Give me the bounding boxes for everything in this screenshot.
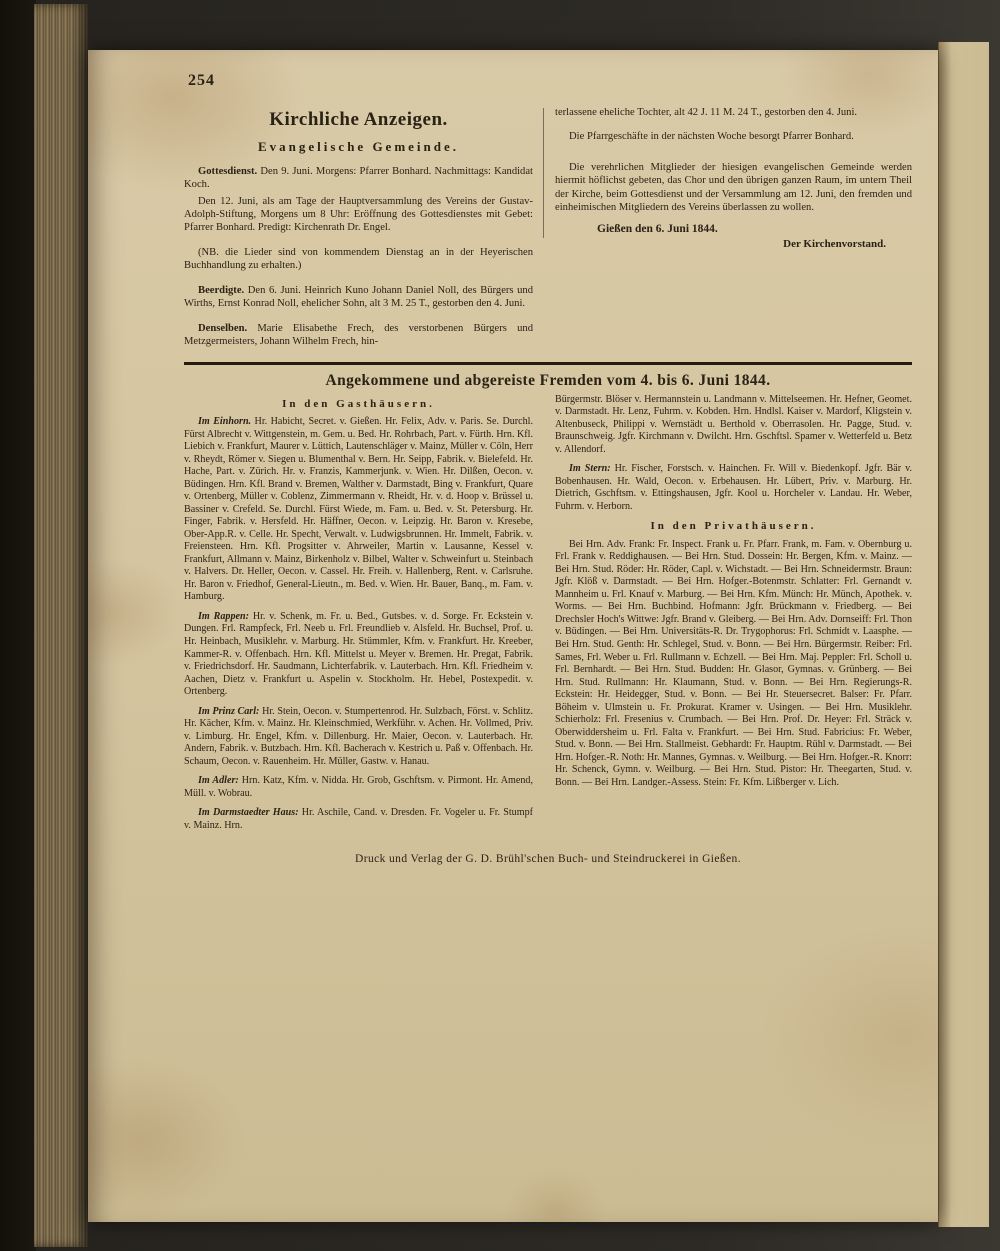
paragraph-lead: Gottesdienst. bbox=[198, 165, 258, 177]
book-spine bbox=[0, 0, 36, 1251]
dateline: Gießen den 6. Juni 1844. bbox=[597, 222, 718, 235]
inns-heading: In den Gasthäusern. bbox=[282, 397, 435, 410]
page-content bbox=[184, 106, 912, 865]
entry-rappen bbox=[184, 611, 533, 699]
travelers-right-column bbox=[555, 394, 912, 840]
imprint-line: Druck und Verlag der G. D. Brühl'schen Buch- und Steindruckerei in Gießen. bbox=[355, 853, 741, 866]
paragraph-beerdigte bbox=[184, 284, 533, 311]
paragraph-lead: Denselben. bbox=[198, 322, 248, 334]
entry-adler bbox=[184, 775, 533, 800]
signature-kirchenvorstand: Der Kirchenvorstand. bbox=[783, 238, 886, 251]
stacked-page-edges bbox=[34, 4, 88, 1247]
entry-einhorn bbox=[184, 416, 533, 604]
church-left-column bbox=[184, 106, 533, 352]
entry-text: Hr. Aschile, Cand. v. Dresden. Fr. Vogeler u. Fr. Stumpf v. Mainz. Hrn. bbox=[184, 807, 533, 831]
entry-text: Bürgermstr. Blöser v. Hermannstein u. Landmann v. Mittelseemen. Hr. Hefner, Geomet. v. Darmstadt. Hr. Lenz, Fuhrm. v. Kobden. Hrn. Hndlsl. Kaiser v. Mardorf, Kligstein v. Altenbuseck, Philippi v. Wernstädt u. Berthold v. Oberrasolen. Hr. Pagge, Stud. v. Braunschweig. Jgfr. Kirchmann v. Dwilcht. Hrn. Gschftsl. Spamer v. Wetterfeld u. Betz v. Allendorf. bbox=[555, 393, 912, 455]
entry-text: Bei Hrn. Adv. Frank: Fr. Inspect. Frank u. Fr. Pfarr. Frank, m. Fam. v. Obernburg u. Frl. Frank v. Reddighausen. — Bei Hrn. Stud. Dossein: Hr. Bergen, Kfm. v. Mainz. — Bei Hrn. Stud. Röder: Hr. Röder, Capl. v. Wichstadt. — Bei Hrn. Schneidermstr. Braun: Jgfr. Klöß v. Darmstadt. — Bei Hrn. Hofger.-Botenmstr. Schlatter: Frl. Gernandt v. Mannheim u. Frl. Knauf v. Marburg. — Bei Hrn. Kfm. Münch: Hr. Münch, Apothek. v. Worms. — Bei Hrn. Buchbind. Hofmann: Jgfr. Brückmann v. Friedberg. — Bei Drechsler Hoch's Wittwe: Jgfr. Brand v. Gleiberg. — Bei Hrn. Adv. Dornseiff: Frl. Thon v. Büdingen. — Bei Hrn. Universitäts-R. Dr. Trygophorus: Frl. Schmidt v. Laasphe. — Bei Hrn. Stud. Genth: Hr. Schlegel, Stud. v. Bonn. — Bei Hrn. Bürgermstr. Reiber: Frl. Sames, Frl. Weber u. Frl. Rullmann v. Echzell. — Bei Hrn. Maj. Peppler: Frl. Scholl u. Frl. Bernhardt. — Bei Hrn. Stud. Budden: Hr. Glasor, Gymnas. v. Grünberg. — Bei Hrn. Stud. Rullmann: Hr. Klaumann, Stud. v. Bonn. — Bei Hrn. Regierungs-R. Eckstein: Hr. Heidegger, Stud. v. Bonn. — Bei Hr. Steuersecret. Balser: Fr. Pfarr. Böheim v. Ulmstein u. Fr. Prokurat. Kramer v. Usingen. — Bei Hrn. Musiklehr. Schierholz: Frl. Fresenius v. Crumbach. — Bei Hrn. Prof. Dr. Heyer: Frl. Sträck v. Oberwiddersheim u. Frl. Falta v. Frankfurt. — Bei Hrn. Stud. Fabricius: Fr. Weber, Stud. v. Bonn. — Bei Hrn. Stallmeist. Gebhardt: Fr. Hauptm. Rühl v. Darmstadt. — Bei Hrn. Hofger.-R. Noth: Hr. Mannes, Gymnas. v. Weilburg. — Bei Hrn. Hofger.-R. Knorr: Hr. Schenck, Gymn. v. Weilburg. — Bei Hrn. Stud. Pistor: Hr. Theegarten, Stud. v. Bonn. — Bei Hrn. Landger.-Assess. Stein: Fr. Kfm. Lißberger v. Lich. bbox=[555, 538, 912, 788]
page-number: 254 bbox=[188, 72, 215, 89]
paragraph-gottesdienst bbox=[184, 165, 533, 192]
next-page-edge bbox=[938, 42, 989, 1227]
paragraph-hauptversammlung bbox=[184, 195, 533, 235]
private-houses-heading: In den Privathäusern. bbox=[650, 520, 817, 533]
inn-name: Im Stern: bbox=[569, 463, 611, 475]
paragraph-pfarrgeschaefte bbox=[555, 130, 912, 143]
entry-text: Hr. Fischer, Forstsch. v. Hainchen. Fr. Will v. Biedenkopf. Jgfr. Bär v. Bobenhausen. Hr. Wald, Oecon. v. Erbehausen. Hr. Lübert, Priv. v. Marburg. Hr. Dietrich, Gschftsm. v. Ettingshausen, Jgfr. Kool u. Horcheler v. Landau. Hr. Weber, Fuhrm. v. Herborn. bbox=[555, 463, 912, 512]
entry-text: Hr. Stein, Oecon. v. Stumpertenrod. Hr. Sulzbach, Först. v. Schlitz. Hr. Kächer, Kfm. v. Mainz. Hr. Kleinschmied, Werkführ. v. Achen. Hr. Vollmed, Priv. v. Limburg. Hr. Engel, Kfm. v. Dillenburg. Hr. Maier, Oecon. v. Lauterbach. Hr. Andern, Fabrik. v. Butzbach. Hrn. Kfl. Bacherach v. Kestrich u. Paß v. Offenbach. Hr. Schaum, Oecon. v. Rauenheim. Hr. Müller, Gastw. v. Hanau. bbox=[184, 705, 533, 767]
paragraph-text: Die verehrlichen Mitglieder der hiesigen evangelischen Gemeinde werden hiermit höflichst gebeten, das Chor und den übrigen ganzen Raum, im untern Theil der Kirche, beim Gottesdienst und der Versammlung am 12. Juni, den fremden und einheimischen Mitgliedern des Vereins überlassen zu wollen. bbox=[555, 161, 912, 214]
church-right-column bbox=[555, 106, 912, 352]
paragraph-denselben bbox=[184, 322, 533, 349]
paragraph-text: terlassene eheliche Tochter, alt 42 J. 11 M. 24 T., gestorben den 4. Juni. bbox=[555, 107, 858, 118]
paragraph-text: (NB. die Lieder sind von kommendem Dienstag an in der Heyerischen Buchhandlung zu erhalten.) bbox=[184, 246, 533, 272]
entry-stern bbox=[555, 463, 912, 513]
paragraph-nb-note bbox=[184, 246, 533, 273]
section-divider-rule bbox=[184, 362, 912, 365]
entry-darmstaedter-haus bbox=[184, 807, 533, 832]
inn-name: Im Prinz Carl: bbox=[198, 705, 260, 717]
inn-name: Im Darmstaedter Haus: bbox=[198, 807, 299, 819]
paragraph-text: Den 9. Juni. Morgens: Pfarrer Bonhard. Nachmittags: Kandidat Koch. bbox=[184, 165, 533, 191]
entry-text: Hr. Habicht, Secret. v. Gießen. Hr. Felix, Adv. v. Paris. Se. Durchl. Fürst Albrecht v. Wittgenstein, m. Gem. u. Bed. Hr. Rohrbach, Part. v. Fürth. Hrn. Kfl. Liebich v. Frankfurt, Maurer v. Lüttich, Lautenschläger v. Mainz, Müller v. Cöln, Herr v. Rheydt, Römer v. Siegen u. Blumenthal v. Bern. Hr. Seipp, Fabrik. v. Bielefeld. Hr. Hache, Part. v. Zürich. Hr. v. Franzis, Kammerjunk. v. Wien. Hr. Dilßen, Oecon. v. Büdingen. Hrn. Kfl. Brand v. Bremen, Walther v. Darmstadt, Bing v. Frankfurt, Quare v. Ortenberg, Müller v. Coblenz, Zimmermann v. Rheidt, Hr. v. d. Hoop v. Brüssel u. Bassiner v. Crefeld. Se. Durchl. Fürst Wiede, m. Fam. u. Bed. v. St. Petersburg. Hr. Finger, Fabrik. v. Hersfeld. Hr. Häffner, Oecon. v. Leipzig. Hr. Baron v. Kresebe, Ober-App.R. v. Celle. Hr. Specht, Verwalt. v. Ludwigsbrunnen. Hr. Immelt, Fabrik. v. Freiensteen. Hrn. Kfl. Progsitter v. Ahrweiler, Martin v. Lausanne, Kessel v. Frankfurt, Allmann v. Mainz, Birkenholz v. Bilbel, Walter v. Schweinfurt u. Steinbach v. Halvers. Dr. Heller, Oecon. v. Cassel. Hr. Freih. v. Hallenberg, Rent. v. Carlsruhe. Hr. Baron v. Friedhof, General-Lieutn., m. Bed. v. Wien. Hr. Bauer, Banq., m. Fam. v. Hamburg. bbox=[184, 416, 534, 603]
inn-name: Im Einhorn. bbox=[198, 416, 252, 428]
paragraph-lead: Beerdigte. bbox=[198, 284, 245, 296]
travelers-section bbox=[184, 394, 912, 840]
entry-private-houses bbox=[555, 539, 912, 789]
entry-prinz-carl bbox=[184, 706, 533, 769]
paragraph-continuation bbox=[555, 106, 912, 119]
entry-text: Hrn. Katz, Kfm. v. Nidda. Hr. Grob, Gschftsm. v. Pirmont. Hr. Amend, Müll. v. Wobrau. bbox=[184, 775, 533, 799]
column-divider-rule bbox=[543, 108, 544, 238]
paragraph-text: Marie Elisabethe Frech, des verstorbenen Bürgers und Metzgermeisters, Johann Wilhelm Frech, hin- bbox=[184, 322, 533, 348]
paragraph-text: Die Pfarrgeschäfte in der nächsten Woche besorgt Pfarrer Bonhard. bbox=[569, 131, 854, 143]
inn-name: Im Rappen: bbox=[198, 610, 249, 622]
newspaper-page bbox=[88, 50, 938, 1222]
church-section-title: Kirchliche Anzeigen. bbox=[269, 109, 448, 130]
travelers-section-title: Angekommene und abgereiste Fremden vom 4. bis 6. Juni 1844. bbox=[325, 371, 771, 389]
paragraph-text: Den 6. Juni. Heinrich Kuno Johann Daniel Noll, des Bürgers und Wirths, Ernst Konrad Noll, ehelicher Sohn, alt 3 M. 25 T., gestorben den 4. Juni. bbox=[184, 284, 533, 310]
church-section bbox=[184, 106, 912, 352]
entry-continuation bbox=[555, 394, 912, 457]
paragraph-mitglieder bbox=[555, 161, 912, 215]
church-section-subtitle: Evangelische Gemeinde. bbox=[257, 139, 460, 155]
inn-name: Im Adler: bbox=[198, 775, 239, 787]
paragraph-text: Den 12. Juni, als am Tage der Hauptversammlung des Vereins der Gustav-Adolph-Stiftung, Morgens um 8 Uhr: Eröffnung des Gottesdienstes mit Gebet: Pfarrer Bonhard. Predigt: Kirchenrath Dr. Engel. bbox=[184, 195, 533, 234]
travelers-left-column bbox=[184, 394, 533, 840]
entry-text: Hr. v. Schenk, m. Fr. u. Bed., Gutsbes. v. d. Sorge. Fr. Eckstein v. Dungen. Frl. Rampfeck, Frl. Neeb u. Frl. Freundlieb v. Alsfeld. Hr. Buchsel, Prof. u. Hr. Heinbach, Musiklehr. v. Marburg. Hr. Stümmler, Kfm. v. Frankfurt. Hr. Kreeber, Kammer-R. v. Offenbach. Hrn. Kfl. Mittelst u. Meyer v. Bremen. Hr. Pregat, Fabrik. v. Friedrichsdorf. Hr. Saudmann, Lichterfabrik. v. Lauterbach. Hrn. Kfl. Friedheim v. Aachen, Dietz v. Frankfurt u. Aspelin v. Stockholm. Hr. Hebel, Postexpedit. v. Ortenberg. bbox=[184, 610, 533, 698]
